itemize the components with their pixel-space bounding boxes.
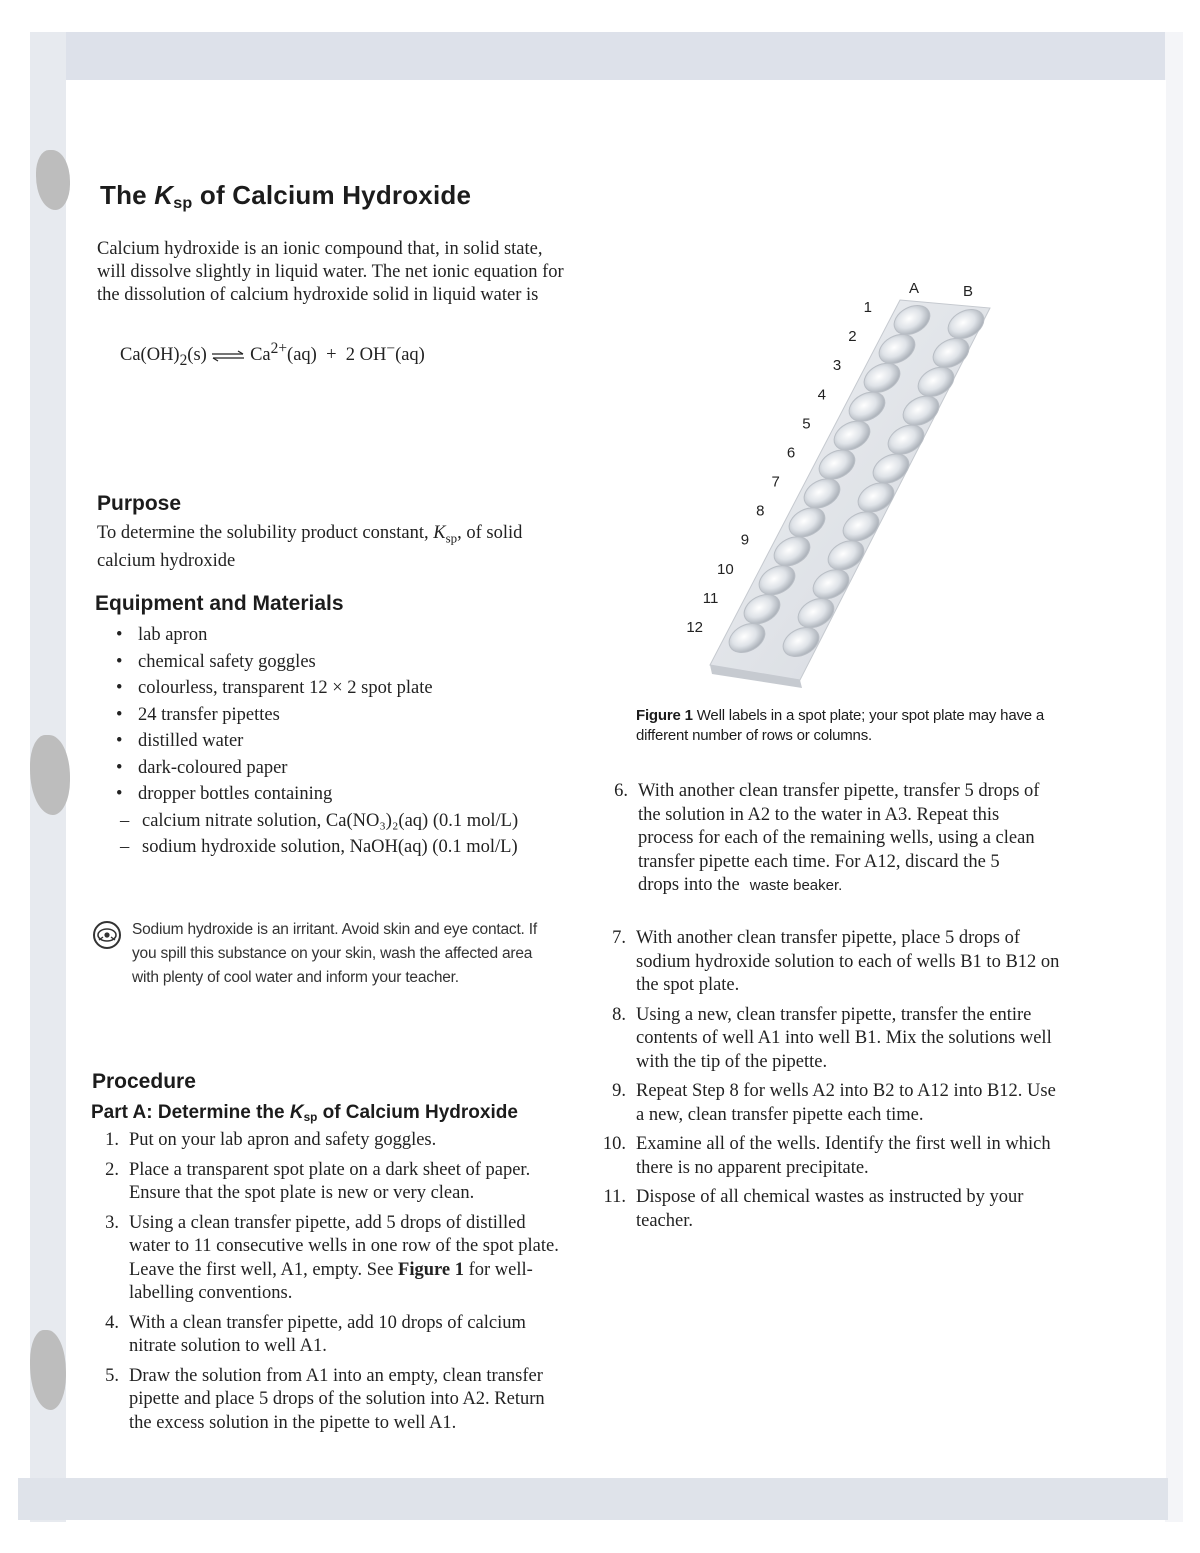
dissolution-equation: $Ca(OH)_2(s) Ca^{2+}(aq) + 2$ OH−(aq) [120, 340, 425, 369]
procedure-heading: Procedure [92, 1070, 196, 1093]
equipment-heading: Equipment and Materials [95, 592, 344, 615]
row-label: 6 [786, 444, 796, 462]
column-label-a: A [909, 280, 920, 297]
procedure-step: 6. With another clean transfer pipette, transfer 5 drops of the solution in A2 to the water in A3. Repeat this process for each of the remaining wells, using a clean transfer pipette each time. For A12, discard the 5 drops into the waste beaker. [614, 781, 1040, 895]
row-label: 7 [771, 473, 780, 491]
row-label: 8 [756, 502, 765, 520]
spot-plate-figure [686, 270, 1080, 700]
row-label: 2 [848, 328, 857, 346]
column-label-b: B [963, 283, 974, 300]
procedure-step: 2. Place a transparent spot plate on a dark sheet of paper. Ensure that the spot plate is new or very clean. [105, 1159, 531, 1203]
procedure-step: 7. With another clean transfer pipette, place 5 drops of sodium hydroxide solution to each of wells B1 to B12 on the spot plate. [612, 928, 1060, 995]
list-item: • 24 transfer pipettes [116, 704, 280, 725]
list-item: • colourless, transparent 12 × 2 spot plate [116, 678, 433, 698]
procedure-steps-right [598, 927, 1060, 1239]
procedure-step: 8. Using a new, clean transfer pipette, transfer the entire contents of well A1 into well B1. Mix the solutions well with the tip of the pipette. [612, 1004, 1052, 1072]
procedure-step: 10. Examine all of the wells. Identify the first well in which there is no apparent precipitate. [602, 1134, 1051, 1178]
procedure-step: 4. With a clean transfer pipette, add 10 drops of calcium nitrate solution to well A1. [105, 1312, 526, 1356]
row-label: 4 [817, 386, 826, 404]
procedure-steps-left [91, 1129, 561, 1441]
procedure-step: 3. Using a clean transfer pipette, add 5 drops of distilled water to 11 consecutive wells in one row of the spot plate. Leave the first well, A1, empty. See Figure 1 for well-labelling conventions. [105, 1212, 559, 1303]
list-item: • dropper bottles containing – calcium nitrate solution, Ca(NO₃)₂(aq) (0.1 mol/L) – sodium hydroxide solution, NaOH(aq) (0.1 mol/L) [112, 781, 518, 861]
procedure-step-6 [600, 780, 1040, 904]
list-item: • distilled water [116, 731, 244, 751]
intro-paragraph: Calcium hydroxide is an ionic compound that, in solid state, will dissolve slightly in liquid water. The net ionic equation for the dissolution of calcium hydroxide solid in liquid water is [97, 239, 564, 305]
caution-icon [92, 920, 122, 950]
purpose-text: To determine the solubility product constant, $K_{sp}$, of solid calcium hydroxide [97, 523, 523, 571]
row-label: 12 [686, 619, 703, 636]
scan-border-top [30, 32, 1180, 80]
sub-list-item: – sodium hydroxide solution, NaOH(aq) (0.1 mol/L) [120, 837, 518, 857]
row-label: 10 [717, 560, 734, 578]
row-label: 5 [802, 415, 811, 433]
row-label: 11 [702, 589, 719, 607]
purpose-heading: Purpose [97, 492, 182, 515]
procedure-step: 1. Put on your lab apron and safety goggles. [105, 1130, 437, 1150]
procedure-step: 9. Repeat Step 8 for wells A2 into B2 to A12 into B12. Use a new, clean transfer pipette each time. [612, 1081, 1056, 1125]
scan-border-bottom [18, 1478, 1168, 1520]
figure-caption: Figure 1 Well labels in a spot plate; your spot plate may have a different number of rows or columns. [636, 707, 1045, 744]
caution-text: Sodium hydroxide is an irritant. Avoid skin and eye contact. If you spill this substance on your skin, wash the affected area with plenty of cool water and inform your teacher. [132, 921, 537, 986]
row-label: 1 [863, 299, 872, 316]
equipment-list [112, 622, 518, 861]
procedure-step: 11. Dispose of all chemical wastes as instructed by your teacher. [603, 1187, 1024, 1231]
part-a-heading: Part A: Determine the $K_{sp}$ of Calcium Hydroxide [91, 1102, 518, 1124]
list-item: • dark-coloured paper [116, 757, 288, 778]
row-label: 3 [832, 357, 842, 375]
sub-list-item: – calcium nitrate solution, Ca(NO₃)₂(aq) (0.1 mol/L) [120, 810, 519, 831]
procedure-step: 5. Draw the solution from A1 into an empty, clean transfer pipette and place 5 drops of the solution into A2. Return the excess solution in the pipette to well A1. [105, 1365, 545, 1433]
row-label: 9 [740, 531, 750, 549]
equilibrium-arrow-icon [211, 350, 245, 362]
list-item: • lab apron [116, 625, 208, 645]
list-item: • chemical safety goggles [116, 651, 316, 672]
page-title: The $K_{sp}$ of Calcium Hydroxide [100, 180, 472, 213]
scan-border-right [1165, 32, 1183, 1522]
